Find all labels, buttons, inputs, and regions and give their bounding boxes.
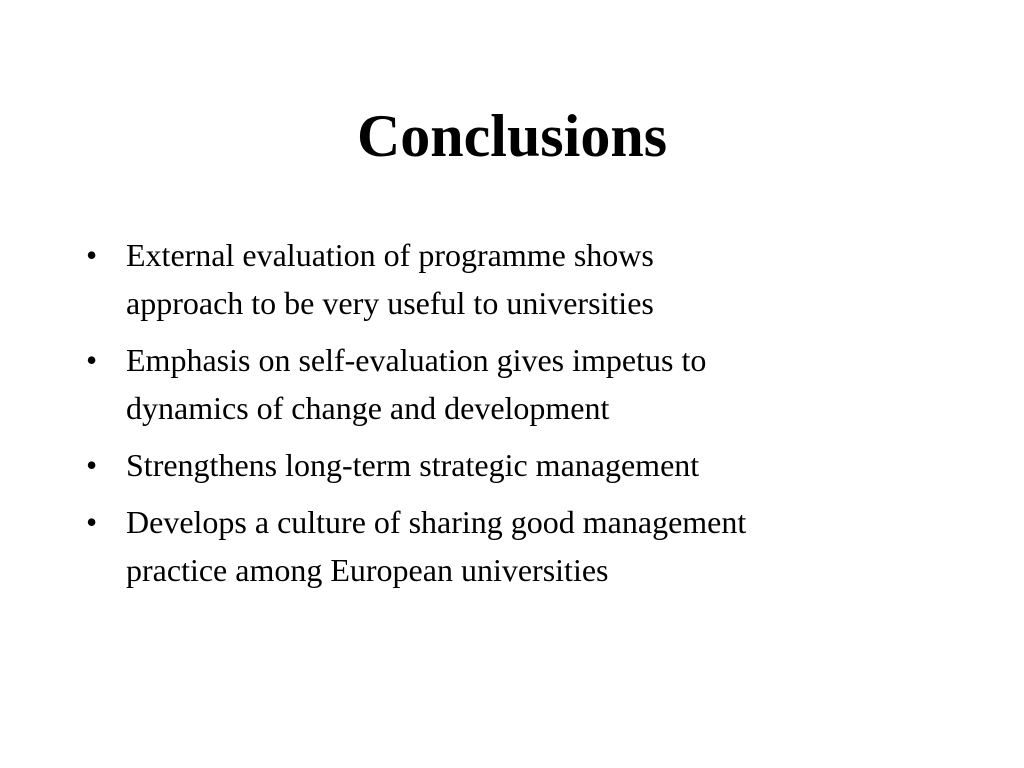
bullet-line: dynamics of change and development	[126, 390, 610, 426]
bullet-item	[86, 231, 946, 327]
bullet-line: External evaluation of programme shows	[126, 237, 654, 273]
bullet-icon: •	[86, 342, 98, 378]
bullet-item	[86, 441, 946, 489]
slide-title: Conclusions	[356, 103, 668, 169]
bullet-line: Emphasis on self-evaluation gives impetus to	[126, 342, 707, 378]
bullet-icon: •	[86, 504, 98, 540]
bullet-line: practice among European universities	[126, 552, 609, 588]
bullet-item	[86, 498, 946, 594]
bullet-item	[86, 336, 946, 432]
bullet-line: Strengthens long-term strategic management	[126, 447, 700, 483]
bullet-icon: •	[86, 447, 98, 483]
bullet-list	[86, 231, 946, 603]
bullet-line: Develops a culture of sharing good management	[126, 504, 747, 540]
bullet-icon: •	[86, 237, 98, 273]
bullet-line: approach to be very useful to universities	[126, 285, 654, 321]
